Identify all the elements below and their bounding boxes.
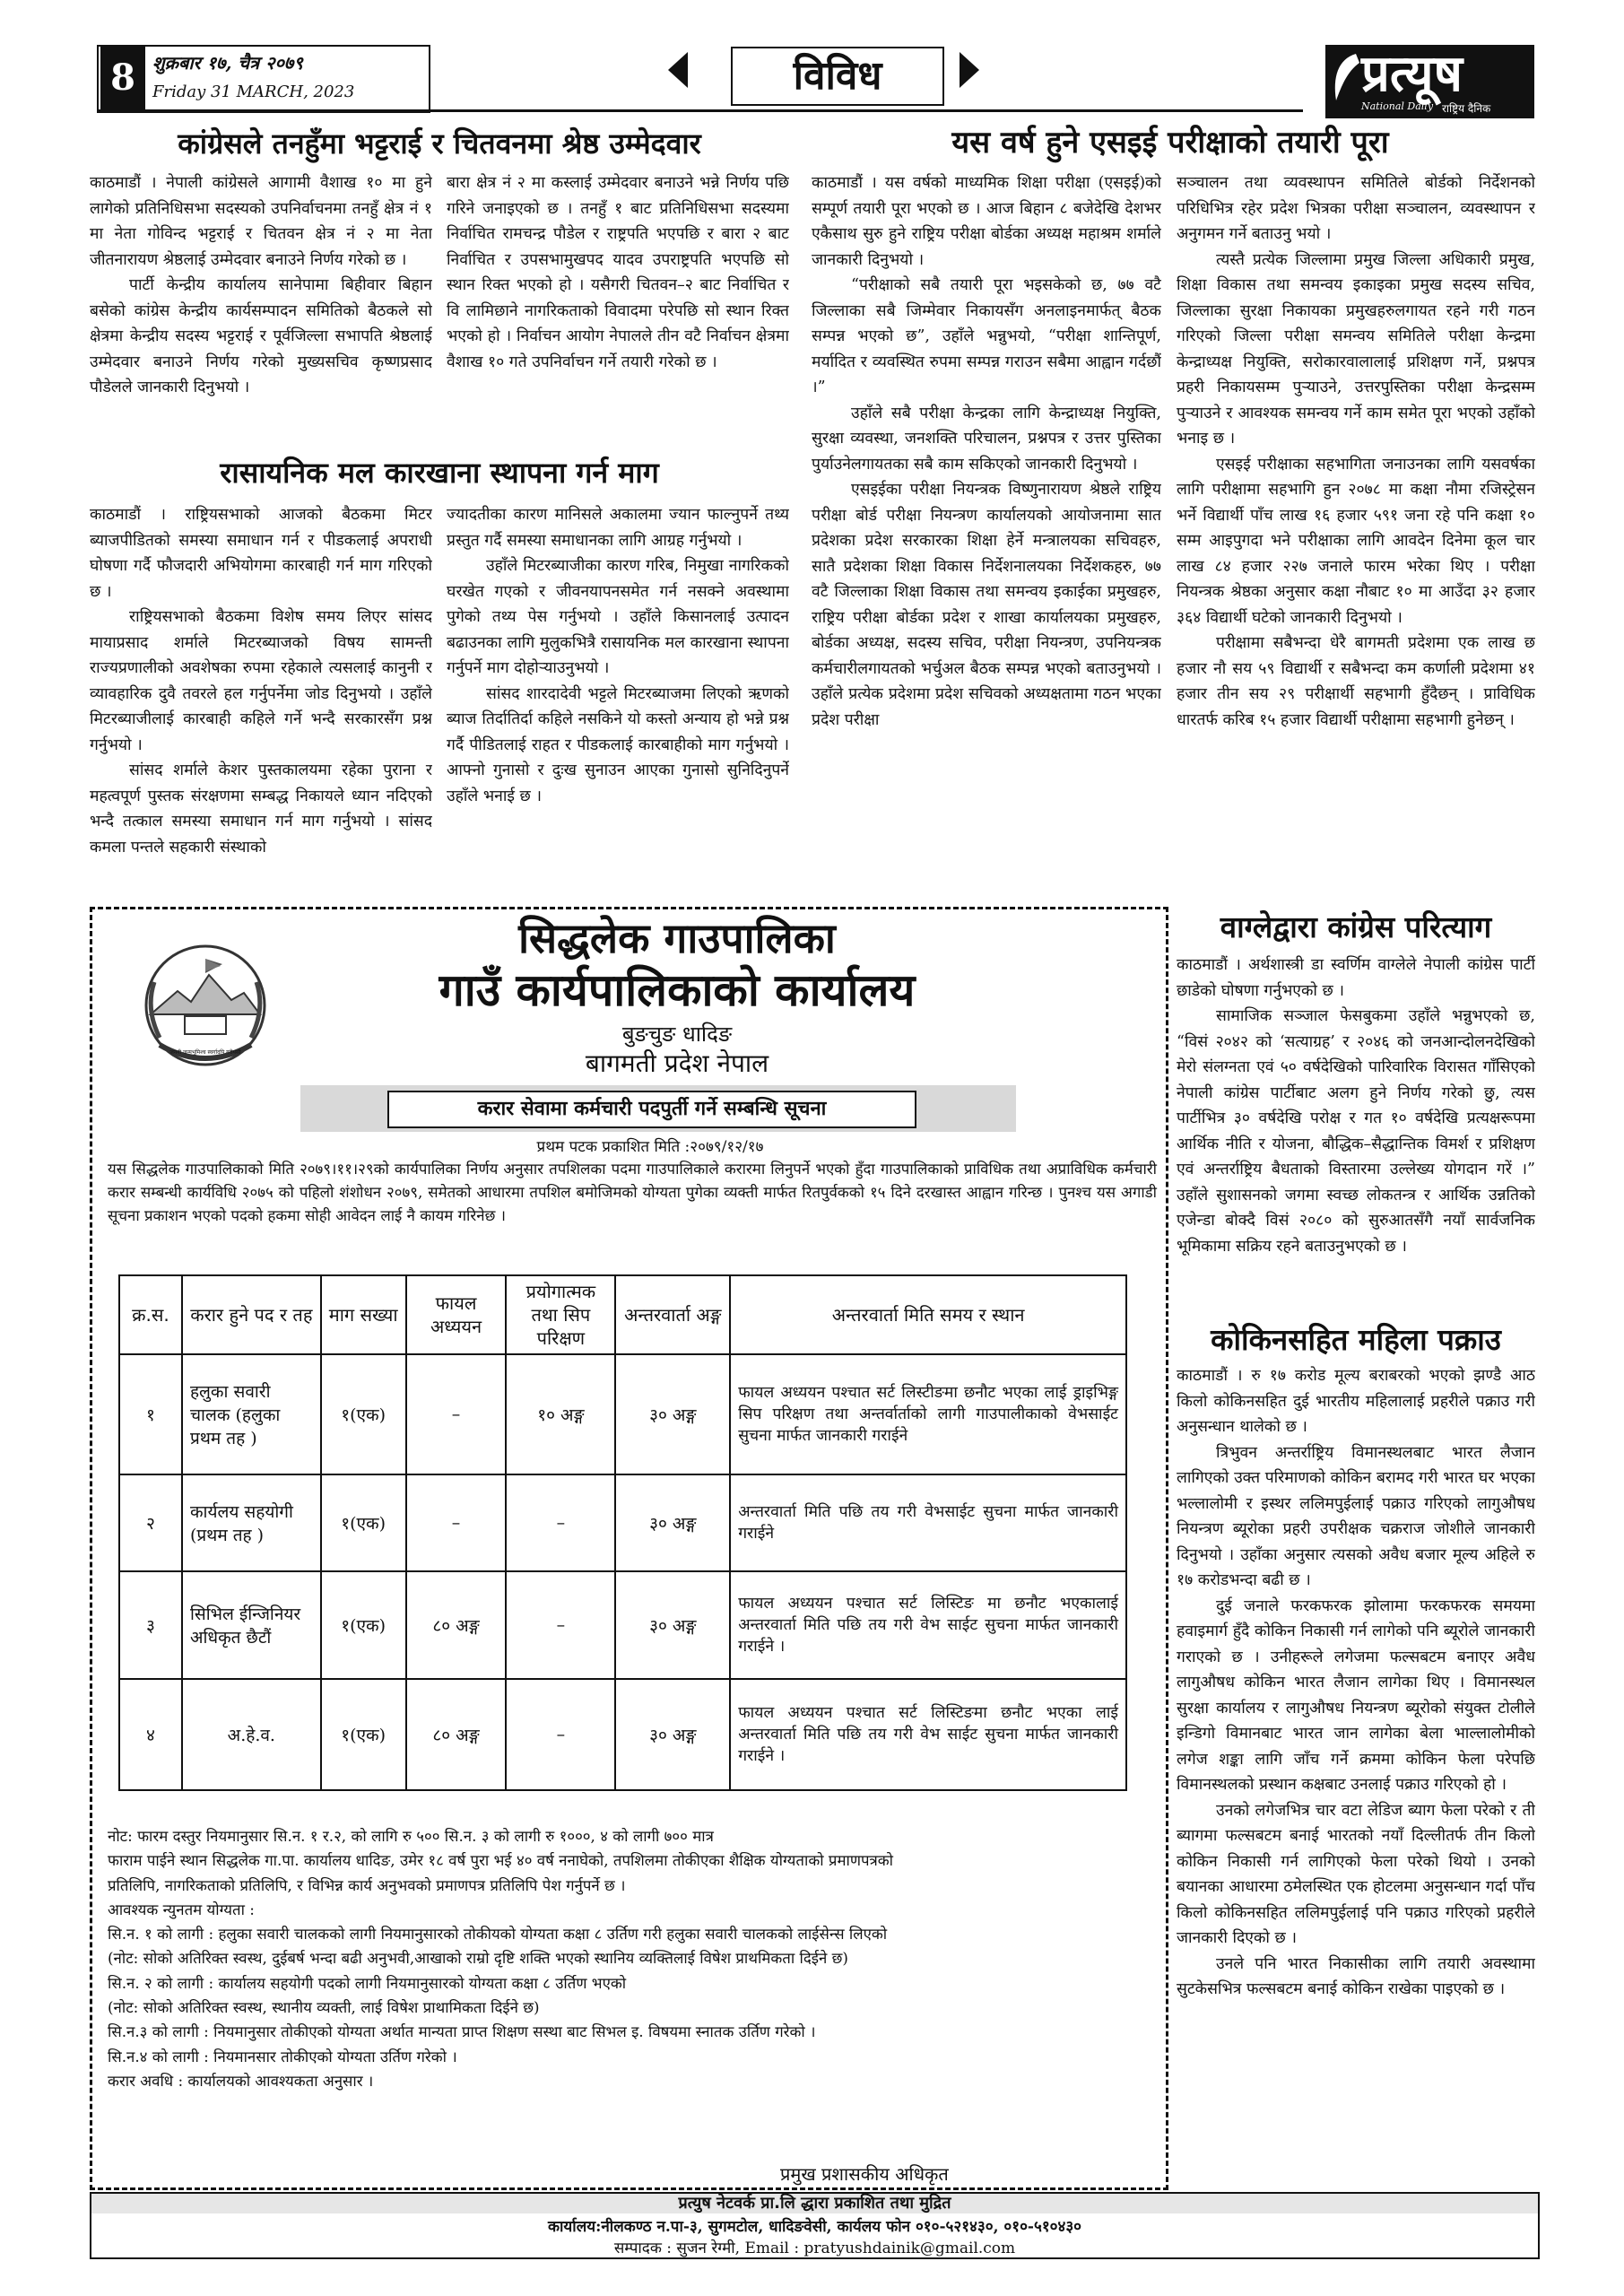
- note-line: सि.न. १ को लागी : हलुका सवारी चालकको लागी नियमानुसारको तोकीयको योग्यता कक्षा ८ उर्तिण गरी हलुका सवारी चालकको लाईसेन्स लिएको: [108, 1925, 888, 1944]
- cell-practical: –: [506, 1679, 615, 1790]
- paragraph: पार्टी केन्द्रीय कार्यालय सानेपामा बिहीवार बिहान बसेको कांग्रेस केन्द्रीय कार्यसम्पादन समितिको बैठकले सो क्षेत्रमा केन्द्रीय सदस्य भट्टराई र पूर्वजिल्ला सभापति श्रेष्ठलाई उम्मेदवार बनाउने निर्णय गरेको मुख्यसचिव कृष्णप्रसाद पौडेलले जानकारी दिनुभयो ।: [90, 276, 432, 396]
- paragraph: राष्ट्रियसभाको बैठकमा विशेष समय लिएर सांसद मायाप्रसाद शर्माले मिटरब्याजको विषय सामन्ती राज्यप्रणालीको अवशेषका रुपमा रहेकाले त्यसलाई कानुनी र व्यावहारिक दुवै तवरले हल गर्नुपर्नेमा जोड दिनुभयो । उहाँले मिटरब्याजीलाई कारबाही कहिले गर्ने भन्दै सरकारसँग प्रश्न गर्नुभयो ।: [90, 608, 432, 754]
- emblem-motto: जननी जन्मभूमिश्च स्वर्गादपि गरीयसी: [169, 1049, 241, 1056]
- logo-wing-icon: [1329, 50, 1361, 104]
- exam-column-2: [1177, 170, 1535, 899]
- paragraph: उहाँले मिटरब्याजीका कारण गरिब, निमुखा नागरिकको घरखेत गएको र जीवनयापनसमेत गर्न नसक्ने अवस्थामा पुगेको तथ्य पेस गर्नुभयो । उहाँले किसानलाई उत्पादन बढाउनका लागि मुलुकभित्रै रासायनिक मल कारखाना स्थापना गर्नुपर्ने माग दोहोर्‍याउनुभयो ।: [447, 557, 789, 677]
- note-line: आवश्यक न्युनतम योग्यता :: [108, 1900, 255, 1918]
- cell-interview-details: फायल अध्ययन पश्चात सर्ट लिस्टिङ मा छनौट भएकालाई अन्तरवार्ता मिति पछि तय गरी वेभ साईट सुचना मार्फत जानकारी गराईने ।: [730, 1571, 1126, 1679]
- table-header-row: [119, 1275, 1126, 1354]
- cell-post: कार्यलय सहयोगी (प्रथम तह ): [182, 1474, 321, 1571]
- cell-post: अ.हे.व.: [182, 1679, 321, 1790]
- col-header-practical: प्रयोगात्मक तथा सिप परिक्षण: [506, 1275, 615, 1354]
- cell-interview-details: अन्तरवार्ता मिति पछि तय गरी वेभसाईट सुचना मार्फत जानकारी गराईने: [730, 1474, 1126, 1571]
- address-line-2: बागमती प्रदेश नेपाल: [585, 1048, 769, 1078]
- paragraph: एसइईका परीक्षा नियन्त्रक विष्णुनारायण श्रेष्ठले राष्ट्रिय परीक्षा बोर्ड परीक्षा नियन्त्रण कार्यालयको आयोजनामा सात प्रदेशका प्रदेश सरकारका शिक्षा हेर्ने मन्त्रालयका सचिवहरु, सातै प्रदेशका शिक्षा विकास निर्देशनालयका निर्देशकहरु, ७७ वटै जिल्लाका शिक्षा विकास तथा समन्वय इकाईका प्रमुखहरु, राष्ट्रिय परीक्षा बोर्डका प्रदेश र शाखा कार्यालयका प्रमुखहरु, बोर्डका अध्यक्ष, सदस्य सचिव, परीक्षा नियन्त्रण, उपनियन्त्रक कर्मचारीलगायतको भर्चुअल बैठक सम्पन्न भएको बताउनुभयो । उहाँले प्रत्येक प्रदेशमा प्रदेश सचिवको अध्यक्षतामा गठन भएका प्रदेश परीक्षा: [812, 481, 1161, 729]
- note-line: सि.न.३ को लागी : नियमानुसार तोकीएको योग्यता अर्थात मान्यता प्राप्त शिक्षण सस्था बाट सिभल इ. विषयमा स्नातक उर्तिण गरेको ।: [108, 2022, 816, 2041]
- logo-tagline-en: National Daily: [1361, 100, 1434, 112]
- table-row: [119, 1474, 1126, 1571]
- headline-exam: यस वर्ष हुने एसइई परीक्षाको तयारी पूरा: [951, 125, 1389, 161]
- congress-column-1: [90, 170, 432, 450]
- cell-serial: ४: [119, 1679, 182, 1790]
- paragraph: “परीक्षाको सबै तयारी पूरा भइसकेको छ, ७७ वटै जिल्लाका सबै जिम्मेवार निकायसँग अनलाइनमार्फत् बैठक सम्पन्न भएको छ”, उहाँले भन्नुभयो, “परीक्षा शान्तिपूर्ण, मर्यादित र व्यवस्थित रुपमा सम्पन्न गराउन सबैमा आह्वान गर्दछौं ।”: [812, 276, 1161, 396]
- cell-interview-marks: ३० अङ्ग: [615, 1679, 730, 1790]
- headline-cocaine: कोकिनसहित महिला पक्राउ: [1211, 1322, 1501, 1357]
- header-rule: [97, 109, 1303, 112]
- cell-serial: १: [119, 1354, 182, 1474]
- vacancy-table: [118, 1274, 1127, 1791]
- cell-file-study: ८० अङ्ग: [406, 1571, 507, 1679]
- fertilizer-column-2: [447, 502, 789, 897]
- cell-post: सिभिल ईन्जिनियर अधिकृत छैटौं: [182, 1571, 321, 1679]
- headline-fertilizer: रासायनिक मल कारखाना स्थापना गर्न माग: [220, 456, 659, 490]
- col-header-demand: माग सख्या: [321, 1275, 406, 1354]
- congress-column-2: [447, 170, 789, 450]
- paragraph: सञ्चालन तथा व्यवस्थापन समितिले बोर्डको निर्देशनको परिधिभित्र रहेर प्रदेश भित्रका परीक्षा सञ्चालन, व्यवस्थापन र अनुगमन गर्ने बताउनु भयो ।: [1177, 174, 1535, 243]
- right-arrow-icon: [960, 52, 979, 88]
- paragraph: काठमाडौं । राष्ट्रियसभाको आजको बैठकमा मिटर ब्याजपीडितको समस्या समाधान गर्न र पीडकलाई अपराधी घोषणा गर्दै फौजदारी अभियोगमा कारबाही गर्न माग गरिएको छ ।: [90, 506, 432, 601]
- paragraph: काठमाडौं । नेपाली कांग्रेसले आगामी वैशाख १० मा हुने लागेको प्रतिनिधिसभा सदस्यको उपनिर्वाचनमा तनहुँ क्षेत्र नं १ मा नेता गोविन्द भट्टराई र चितवन क्षेत्र नं २ मा नेता जीतनारायण श्रेष्ठलाई उम्मेदवार बनाउने निर्णय गरेको छ ।: [90, 174, 432, 269]
- cell-serial: २: [119, 1474, 182, 1571]
- fertilizer-column-1: [90, 502, 432, 897]
- cell-interview-details: फायल अध्ययन पश्चात सर्ट लिस्टीङमा छनौट भएका लाई ड्राइभिङ्ग सिप परिक्षण तथा अन्तर्वार्ताको लागी गाउपालीकाको वेभसाईट सुचना मार्फत जानकारी गराईने: [730, 1354, 1126, 1474]
- paragraph: दुई जनाले फरकफरक झोलामा फरकफरक समयमा हवाइमार्ग हुँदै कोकिन निकासी गर्न लागेको पनि ब्यूरोले जानकारी गराएको छ । उनीहरूले लगेजमा फल्सबटम बनाएर अवैध लागुऔषध कोकिन भारत लैजान लागेका थिए । विमानस्थल सुरक्षा कार्यालय र लागुऔषध नियन्त्रण ब्यूरोको संयुक्त टोलीले इन्डिगो विमानबाट भारत जान लागेका बेला भाल्लालोमीको लगेज शङ्का लागि जाँच गर्ने क्रममा कोकिन फेला परेपछि विमानस्थलको प्रस्थान कक्षबाट उनलाई पक्राउ गरिएको हो ।: [1177, 1596, 1535, 1794]
- cell-demand: १(एक): [321, 1679, 406, 1790]
- table-row: [119, 1571, 1126, 1679]
- municipality-name: सिद्धलेक गाउपालिका: [518, 914, 836, 962]
- publication-date: प्रथम पटक प्रकाशित मिति :२०७९/१२/१७: [536, 1138, 764, 1156]
- cell-interview-marks: ३० अङ्ग: [615, 1354, 730, 1474]
- col-header-interview-details: अन्तरवार्ता मिति समय र स्थान: [730, 1275, 1126, 1354]
- col-header-post: करार हुने पद र तह: [182, 1275, 321, 1354]
- paragraph: ज्यादतीका कारण मानिसले अकालमा ज्यान फाल्नुपर्ने तथ्य प्रस्तुत गर्दै समस्या समाधानका लागि आग्रह गर्नुभयो ।: [447, 506, 789, 550]
- left-arrow-icon: [668, 52, 688, 88]
- cell-file-study: ८० अङ्ग: [406, 1679, 507, 1790]
- notice-notes: [108, 1824, 1157, 2093]
- headline-congress: कांग्रेसले तनहुँमा भट्टराई र चितवनमा श्रेष्ठ उम्मेदवार: [178, 126, 701, 161]
- cell-practical: –: [506, 1571, 615, 1679]
- cell-practical: –: [506, 1474, 615, 1571]
- paragraph: काठमाडौं । अर्थशास्त्री डा स्वर्णिम वाग्लेले नेपाली कांग्रेस पार्टी छाडेको घोषणा गर्नुभएको छ ।: [1177, 956, 1535, 1000]
- footer-publisher: प्रत्युष नेटवर्क प्रा.लि द्धारा प्रकाशित तथा मुद्रित: [91, 2194, 1538, 2213]
- paragraph: उहाँले सबै परीक्षा केन्द्रका लागि केन्द्राध्यक्ष नियुक्ति, सुरक्षा व्यवस्था, जनशक्ति परिचालन, प्रश्नपत्र र उत्तर पुस्तिका पुर्याउनेलगायतका सबै काम सकिएको जानकारी दिनुभयो ।: [812, 404, 1161, 474]
- date-english: Friday 31 MARCH, 2023: [152, 83, 355, 101]
- table-row: [119, 1354, 1126, 1474]
- note-line: करार अवधि : कार्यालयको आवश्यकता अनुसार ।: [108, 2071, 374, 2090]
- resign-column: [1177, 952, 1535, 1320]
- paragraph: सांसद शारदादेवी भट्टले मिटरब्याजमा लिएको ऋणको ब्याज तिर्दातिर्दा कहिले नसकिने यो कस्तो अन्याय हो भन्ने प्रश्न गर्दै पीडितलाई राहत र पीडकलाई कारबाहीको माग गर्नुभयो । आफ्नो गुनासो र दुःख सुनाउन आएका गुनासो सुनिदिनुपर्ने उहाँले भनाई छ ।: [447, 684, 789, 805]
- note-line: प्रतिलिपि, नागरिकताको प्रतिलिपि, र विभिन्न कार्य अनुभवको प्रमाणपत्र प्रतिलिपि पेश गर्नुपर्ने छ ।: [108, 1875, 626, 1894]
- paragraph: त्रिभुवन अन्तर्राष्ट्रिय विमानस्थलबाट भारत लैजान लागिएको उक्त परिमाणको कोकिन बरामद गरी भारत घर भएका भल्लालोमी र इस्थर ललिमपुईलाई पक्राउ गरिएको लागुऔषध नियन्त्रण ब्यूरोका प्रहरी उपरीक्षक चक्रराज जोशीले जानकारी दिनुभयो । उहाँका अनुसार त्यसको अवैध बजार मूल्य अहिले रु १७ करोडभन्दा बढी छ ।: [1177, 1443, 1535, 1589]
- paragraph: त्यस्तै प्रत्येक जिल्लामा प्रमुख जिल्ला अधिकारी प्रमुख, शिक्षा विकास तथा समन्वय इकाइका प्रमुख सदस्य सचिव, जिल्लाका सुरक्षा निकायका प्रमुखहरुलगायत रहने गरी गठन गरिएको जिल्ला परीक्षा समन्वय समितिले परीक्षा केन्द्रमा केन्द्राध्यक्ष नियुक्ति, सरोकारवालालाई प्रशिक्षण गर्ने, प्रश्नपत्र प्रहरी निकायसम्म पुऱ्याउने, उत्तरपुस्तिका परीक्षा केन्द्रसम्म पुऱ्याउने र आवश्यक समन्वय गर्ने काम समेत पूरा भएको उहाँको भनाइ छ ।: [1177, 250, 1535, 448]
- cell-post: हलुका सवारी चालक (हलुका प्रथम तह ): [182, 1354, 321, 1474]
- cell-interview-marks: ३० अङ्ग: [615, 1571, 730, 1679]
- note-line: सि.न. २ को लागी : कार्यालय सहयोगी पदको लागी नियमानुसारको योग्यता कक्षा ८ उर्तिण भएको: [108, 1973, 627, 1992]
- note-line: नोट: फारम दस्तुर नियमानुसार सि.न. १ र.२, को लागि रु ५०० सि.न. ३ को लागी रु १०००, ४ को लागी ७०० मात्र: [108, 1827, 714, 1845]
- paragraph: काठमाडौं । रु १७ करोड मूल्य बराबरको भएको झण्डै आठ किलो कोकिनसहित दुई भारतीय महिलालाई प्रहरीले पक्राउ गरी अनुसन्धान थालेको छ ।: [1177, 1367, 1535, 1436]
- cell-file-study: –: [406, 1474, 507, 1571]
- cell-interview-details: फायल अध्ययन पश्चात सर्ट लिस्टिङमा छनौट भएका लाई अन्तरवार्ता मिति पछि तय गरी वेभ साईट सुचना मार्फत जानकारी गराईने ।: [730, 1679, 1126, 1790]
- date-nepali: शुक्रबार १७, चैत्र २०७९: [152, 52, 303, 74]
- logo-text: प्रत्यूष: [1361, 45, 1463, 103]
- cell-demand: १(एक): [321, 1354, 406, 1474]
- cell-practical: १० अङ्ग: [506, 1354, 615, 1474]
- notice-body: यस सिद्धलेक गाउपालिकाको मिति २०७९।११।२९को कार्यपालिका निर्णय अनुसार तपशिलका पदमा गाउपालिकाले करारमा लिनुपर्ने भएको हुँदा गाउपालिकाको प्राविधिक तथा अप्राविधिक कर्मचारी करार सम्बन्धी कार्यविधि २०७५ को पहिलो शंशोधन २०७९, समेतको आधारमा तपशिल बमोजिमको योग्यता पुगेका व्यक्ती मार्फत रितपुर्वकको १५ दिने दरखास्त आह्वान गरिन्छ । पुनश्च यस अगाडी सूचना प्रकाशन भएको पदको हकमा सोही आवेदन लाई नै कायम गरिनेछ ।: [108, 1160, 1157, 1224]
- paragraph: उनले पनि भारत निकासीका लागि तयारी अवस्थामा सुटकेसभित्र फल्सबटम बनाई कोकिन राखेका पाइएको छ ।: [1177, 1954, 1535, 1998]
- cell-serial: ३: [119, 1571, 182, 1679]
- logo-tagline-np: राष्ट्रिय दैनिक: [1442, 102, 1491, 115]
- note-line: फाराम पाईने स्थान सिद्धलेक गा.पा. कार्यालय धादिङ, उमेर १८ वर्ष पुरा भई ४० वर्ष ननाघेको, तपशिलमा तोकीएका शैक्षिक योग्यताको प्रमाणपत्रको: [108, 1851, 893, 1870]
- headline-resign: वाग्लेद्वारा कांग्रेस परित्याग: [1220, 909, 1492, 944]
- paragraph: परीक्षामा सबैभन्दा धेरै बागमती प्रदेशमा एक लाख छ हजार नौ सय ५९ विद्यार्थी र सबैभन्दा कम कर्णाली प्रदेशमा ४१ हजार तीन सय २९ परीक्षार्थी सहभागी हुँदैछन् । प्राविधिक धारतर्फ करिब १५ हजार विद्यार्थी परीक्षामा सहभागी हुनेछन् ।: [1177, 634, 1535, 729]
- paragraph: बारा क्षेत्र नं २ मा कस्लाई उम्मेदवार बनाउने भन्ने निर्णय पछि गरिने जनाइएको छ । तनहुँ १ बाट प्रतिनिधिसभा सदस्यमा निर्वाचित रामचन्द्र पौडेल र राष्ट्रपति भएपछि र बारा २ बाट निर्वाचित र उपसभामुखपद यादव उपराष्ट्रपति भएपछि सो स्थान रिक्त भएको हो । यसैगरी चितवन–२ बाट निर्वाचित र वि लामिछाने नागरिकताको विवादमा परेपछि सो स्थान रिक्त भएको हो । निर्वाचन आयोग नेपालले तीन वटै निर्वाचन क्षेत्रमा वैशाख १० गते उपनिर्वाचन गर्ने तयारी गरेको छ ।: [447, 174, 789, 371]
- note-line: (नोट: सोको अतिरिक्त स्वस्थ, दुईबर्ष भन्दा बढी अनुभवी,आखाको राम्रो दृष्टि शक्ति भएको स्थानिय व्यक्तिलाई विषेश प्राथमिकता दिईने छ): [108, 1949, 848, 1968]
- office-name: गाउँ कार्यपालिकाको कार्यालय: [439, 964, 916, 1016]
- exam-column-1: [812, 170, 1161, 899]
- footer-editor: सम्पादक : सुजन रेग्मी, Email : pratyushdainik@gmail.com: [613, 2239, 1016, 2257]
- paragraph: सांसद शर्माले केशर पुस्तकालयमा रहेका पुराना र महत्वपूर्ण पुस्तक संरक्षणमा सम्बद्ध निकायले ध्यान नदिएको भन्दै तत्काल समस्या समाधान गर्न माग गर्नुभयो । सांसद कमला पन्तले सहकारी संस्थाको: [90, 761, 432, 857]
- signatory: प्रमुख प्रशासकीय अधिकृत: [780, 2163, 949, 2185]
- note-line: सि.न.४ को लागी : नियमानसार तोकीएको योग्यता उर्तिण गरेको ।: [108, 2047, 457, 2066]
- cell-demand: १(एक): [321, 1474, 406, 1571]
- col-header-serial: क्र.स.: [119, 1275, 182, 1354]
- paragraph: सामाजिक सञ्जाल फेसबुकमा उहाँले भन्नुभएको छ, “विसं २०४२ को ‘सत्याग्रह’ र २०४६ को जनआन्दोलनदेखिको मेरो संलग्नता एवं ५० वर्षदेखिको पारिवारिक विरासत गाँसिएको नेपाली कांग्रेस पार्टीबाट अलग हुने निर्णय गरेको छु, त्यस पार्टीभित्र ३० वर्षदेखि परोक्ष र गत १० वर्षदेखि प्रत्यक्षरूपमा आर्थिक नीति र योजना, बौद्धिक–सैद्धान्तिक विमर्श र प्रशिक्षण एवं अन्तर्राष्ट्रिय बैधताको विस्तारमा उल्लेख्य योगदान गरें ।” उहाँले सुशासनको जगमा स्वच्छ लोकतन्त्र र आर्थिक उन्नतिको एजेन्डा बोक्दै विसं २०८० को सुरुआतसँगै नयाँ सार्वजनिक भूमिकामा सक्रिय रहने बताउनुभएको छ ।: [1177, 1007, 1535, 1256]
- paragraph: काठमाडौं । यस वर्षको माध्यमिक शिक्षा परीक्षा (एसइई)को सम्पूर्ण तयारी पूरा भएको छ । आज बिहान ८ बजेदेखि देशभर एकैसाथ सुरु हुने राष्ट्रिय परीक्षा बोर्डका अध्यक्ष महाश्रम शर्माले जानकारी दिनुभयो ।: [812, 174, 1161, 269]
- col-header-file-study: फायल अध्ययन: [406, 1275, 507, 1354]
- cocaine-column: [1177, 1363, 1535, 2187]
- address-line-1: बुङचुङ धादिङ: [621, 1022, 733, 1047]
- paragraph: एसइई परीक्षाका सहभागिता जनाउनका लागि यसवर्षका लागि परीक्षामा सहभागि हुन २०७८ मा कक्षा नौमा रजिस्ट्रेसन भर्ने विद्यार्थी पाँच लाख १६ हजार ५९१ जना रहे पनि कक्षा १० सम्म आइपुगदा भने परीक्षाका लागि आवदेन दिनेमा कूल चार लाख ८४ हजार २२७ जनाले फारम भरेका थिए । परीक्षा नियन्त्रक श्रेष्ठका अनुसार कक्षा नौबाट १० मा आउँदा ३२ हजार ३६४ विद्यार्थी घटेको जानकारी दिनुभयो ।: [1177, 455, 1535, 627]
- cell-file-study: –: [406, 1354, 507, 1474]
- nepal-emblem: [133, 928, 278, 1074]
- footer-address: कार्यालय:नीलकण्ठ न.पा-३, सुगमटोल, धादिङवेसी, कार्यलय फोन ०१०-५२१४३०, ०१०-५१०४३०: [547, 2218, 1082, 2236]
- table-row: [119, 1679, 1126, 1790]
- paragraph: उनको लगेजभित्र चार वटा लेडिज ब्याग फेला परेको र ती ब्यागमा फल्सबटम बनाई भारतको नयाँ दिल्लीतर्फ तीन किलो कोकिन निकासी गर्न लागिएको फेला परेको थियो । उनको बयानका आधारमा ठमेलस्थित एक होटलमा अनुसन्धान गर्दा पाँच किलो कोकिनसहित ललिमपुईलाई पनि पक्राउ गरिएको प्रहरीले जानकारी दिएको छ ।: [1177, 1801, 1535, 1947]
- notice-subject: करार सेवामा कर्मचारी पदपुर्ती गर्ने सम्बन्धि सूचना: [387, 1091, 916, 1128]
- section-title: विविध: [731, 47, 944, 106]
- cell-demand: १(एक): [321, 1571, 406, 1679]
- page-number: 8: [100, 47, 145, 109]
- note-line: (नोट: सोको अतिरिक्त स्वस्थ, स्थानीय व्यक्ती, लाई विषेश प्राथामिकता दिईने छ): [108, 1998, 540, 2017]
- cell-interview-marks: ३० अङ्ग: [615, 1474, 730, 1571]
- newspaper-logo: [1325, 45, 1534, 118]
- col-header-interview-marks: अन्तरवार्ता अङ्ग: [615, 1275, 730, 1354]
